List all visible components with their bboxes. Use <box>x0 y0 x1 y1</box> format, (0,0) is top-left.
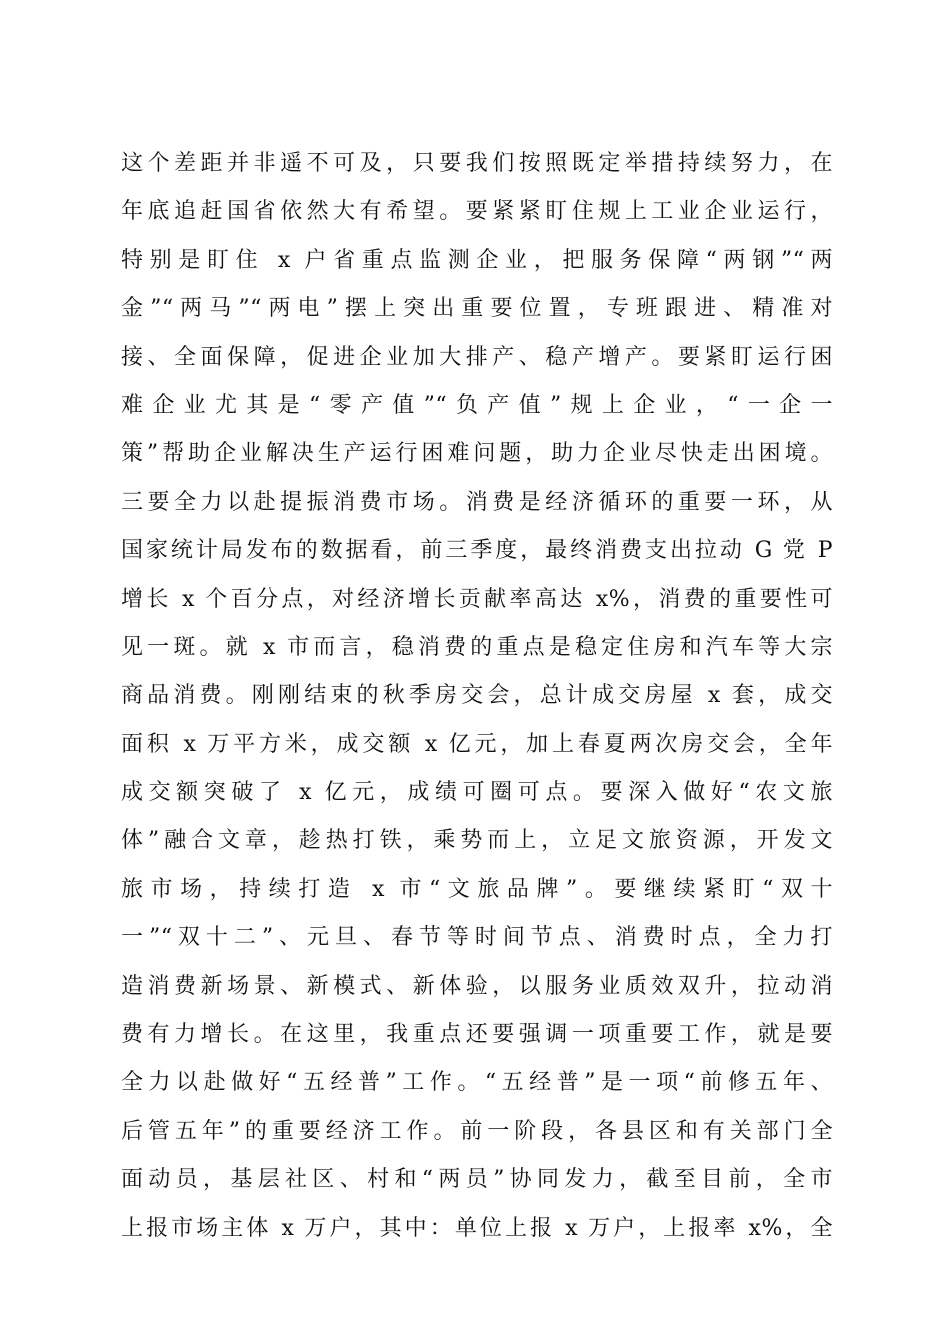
text-line: 见一斑。就 x 市而言，稳消费的重点是稳定住房和汽车等大宗 <box>121 634 833 660</box>
text-line: 年底追赶国省依然大有希望。要紧紧盯住规上工业企业运行， <box>121 199 833 225</box>
text-line: 国家统计局发布的数据看，前三季度，最终消费支出拉动 G 党 P <box>121 538 833 564</box>
text-line: 旅市场，持续打造 x 市“文旅品牌”。要继续紧盯“双十 <box>121 876 833 902</box>
text-line: 商品消费。刚刚结束的秋季房交会，总计成交房屋 x 套，成交 <box>121 683 833 709</box>
text-line: 增长 x 个百分点，对经济增长贡献率高达 x%，消费的重要性可 <box>121 586 833 612</box>
text-line: 一”“双十二”、元旦、春节等时间节点、消费时点，全力打 <box>121 925 833 951</box>
text-line: 金”“两马”“两电”摆上突出重要位置，专班跟进、精准对 <box>121 296 833 322</box>
text-line: 后管五年”的重要经济工作。前一阶段，各县区和有关部门全 <box>121 1118 833 1144</box>
text-line: 体”融合文章，趁热打铁，乘势而上，立足文旅资源，开发文 <box>121 828 833 854</box>
text-line: 策”帮助企业解决生产运行困难问题，助力企业尽快走出困境。 <box>121 441 833 467</box>
text-line: 造消费新场景、新模式、新体验，以服务业质效双升，拉动消 <box>121 973 833 999</box>
text-line: 面动员，基层社区、村和“两员”协同发力，截至目前，全市 <box>121 1167 833 1193</box>
text-line: 特别是盯住 x 户省重点监测企业，把服务保障“两钢”“两 <box>121 247 833 273</box>
text-line: 这个差距并非遥不可及，只要我们按照既定举措持续努力，在 <box>121 151 833 176</box>
text-line: 全力以赴做好“五经普”工作。“五经普”是一项“前修五年、 <box>121 1070 833 1096</box>
text-line: 成交额突破了 x 亿元，成绩可圈可点。要深入做好“农文旅 <box>121 780 833 806</box>
text-line: 面积 x 万平方米，成交额 x 亿元，加上春夏两次房交会，全年 <box>121 731 833 757</box>
text-line: 接、全面保障，促进企业加大排产、稳产增产。要紧盯运行困 <box>121 344 833 370</box>
text-line: 难企业尤其是“零产值”“负产值”规上企业，“一企一 <box>121 392 833 418</box>
text-line: 三要全力以赴提振消费市场。消费是经济循环的重要一环，从 <box>121 489 833 515</box>
text-line: 上报市场主体 x 万户，其中：单位上报 x 万户，上报率 x%，全 <box>121 1215 833 1241</box>
body-text <box>121 140 833 1253</box>
text-line: 费有力增长。在这里，我重点还要强调一项重要工作，就是要 <box>121 1022 833 1048</box>
